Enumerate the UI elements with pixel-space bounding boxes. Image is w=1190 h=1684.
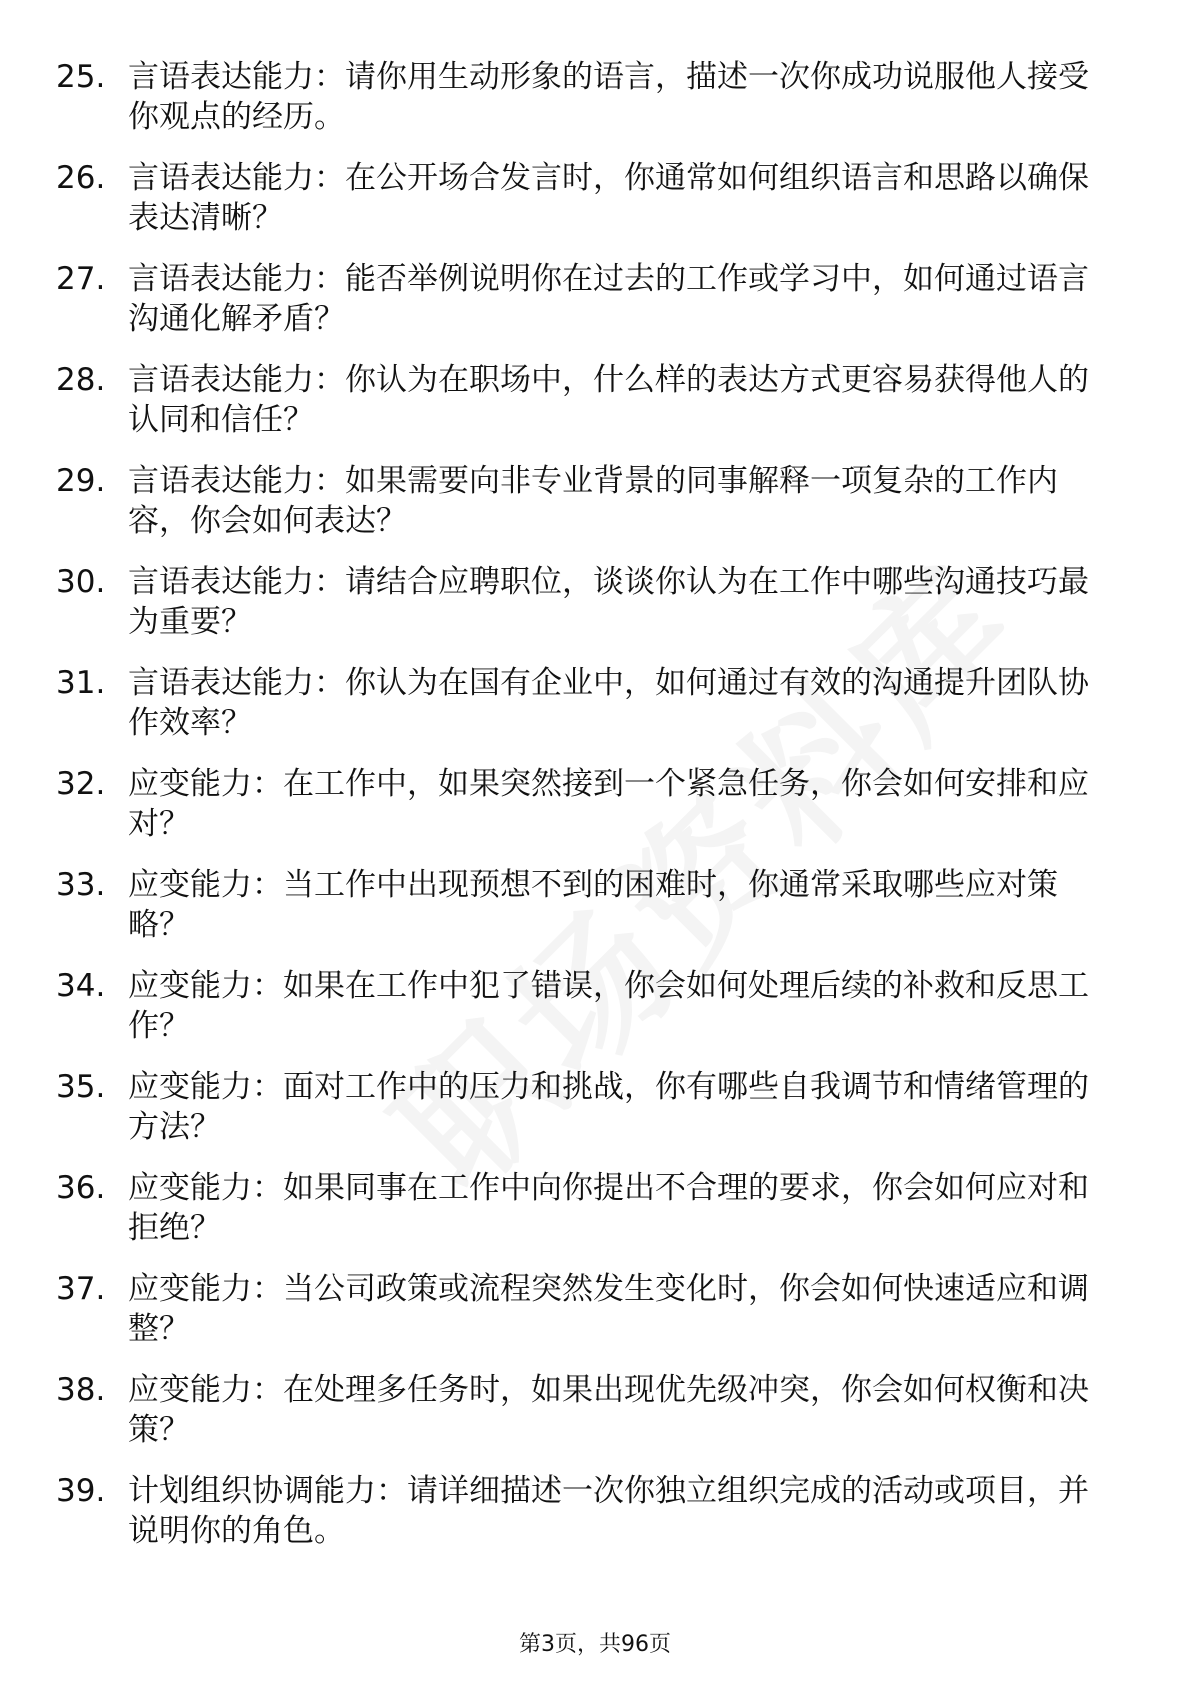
- question-number: 26.: [56, 160, 106, 196]
- question-text: 言语表达能力：你认为在国有企业中，如何通过有效的沟通提升团队协作效率？: [128, 665, 1089, 741]
- question-text: 言语表达能力：请结合应聘职位，谈谈你认为在工作中哪些沟通技巧最为重要？: [128, 564, 1089, 640]
- question-text: 应变能力：在处理多任务时，如果出现优先级冲突，你会如何权衡和决策？: [128, 1372, 1089, 1448]
- question-item: [0, 252, 1190, 353]
- question-item: [0, 959, 1190, 1060]
- question-item: [0, 555, 1190, 656]
- question-item: [0, 1464, 1190, 1565]
- question-number: 34.: [56, 968, 106, 1004]
- question-item: [0, 151, 1190, 252]
- question-list: [0, 50, 1190, 1565]
- question-number: 33.: [56, 867, 106, 903]
- question-text: 应变能力：当公司政策或流程突然发生变化时，你会如何快速适应和调整？: [128, 1271, 1089, 1347]
- question-number: 36.: [56, 1170, 106, 1206]
- question-item: [0, 353, 1190, 454]
- question-number: 35.: [56, 1069, 106, 1105]
- question-text: 应变能力：面对工作中的压力和挑战，你有哪些自我调节和情绪管理的方法？: [128, 1069, 1089, 1145]
- question-text: 应变能力：如果同事在工作中向你提出不合理的要求，你会如何应对和拒绝？: [128, 1170, 1089, 1246]
- question-item: [0, 1060, 1190, 1161]
- question-text: 计划组织协调能力：请详细描述一次你独立组织完成的活动或项目，并说明你的角色。: [128, 1473, 1089, 1549]
- question-number: 31.: [56, 665, 106, 701]
- question-number: 37.: [56, 1271, 106, 1307]
- question-item: [0, 1161, 1190, 1262]
- question-number: 28.: [56, 362, 106, 398]
- question-number: 25.: [56, 59, 106, 95]
- question-number: 30.: [56, 564, 106, 600]
- question-number: 39.: [56, 1473, 106, 1509]
- question-item: [0, 858, 1190, 959]
- question-text: 言语表达能力：如果需要向非专业背景的同事解释一项复杂的工作内容，你会如何表达？: [128, 463, 1058, 539]
- question-item: [0, 50, 1190, 151]
- question-text: 言语表达能力：能否举例说明你在过去的工作或学习中，如何通过语言沟通化解矛盾？: [128, 261, 1089, 337]
- question-text: 应变能力：在工作中，如果突然接到一个紧急任务，你会如何安排和应对？: [128, 766, 1089, 842]
- question-item: [0, 757, 1190, 858]
- question-number: 29.: [56, 463, 106, 499]
- question-item: [0, 454, 1190, 555]
- question-number: 32.: [56, 766, 106, 802]
- question-item: [0, 656, 1190, 757]
- question-text: 言语表达能力：在公开场合发言时，你通常如何组织语言和思路以确保表达清晰？: [128, 160, 1089, 236]
- question-item: [0, 1262, 1190, 1363]
- question-number: 27.: [56, 261, 106, 297]
- page-footer: 第3页，共96页: [519, 1632, 671, 1657]
- question-number: 38.: [56, 1372, 106, 1408]
- question-text: 言语表达能力：请你用生动形象的语言，描述一次你成功说服他人接受你观点的经历。: [128, 59, 1089, 135]
- question-item: [0, 1363, 1190, 1464]
- question-text: 言语表达能力：你认为在职场中，什么样的表达方式更容易获得他人的认同和信任？: [128, 362, 1089, 438]
- question-text: 应变能力：当工作中出现预想不到的困难时，你通常采取哪些应对策略？: [128, 867, 1058, 943]
- question-text: 应变能力：如果在工作中犯了错误，你会如何处理后续的补救和反思工作？: [128, 968, 1089, 1044]
